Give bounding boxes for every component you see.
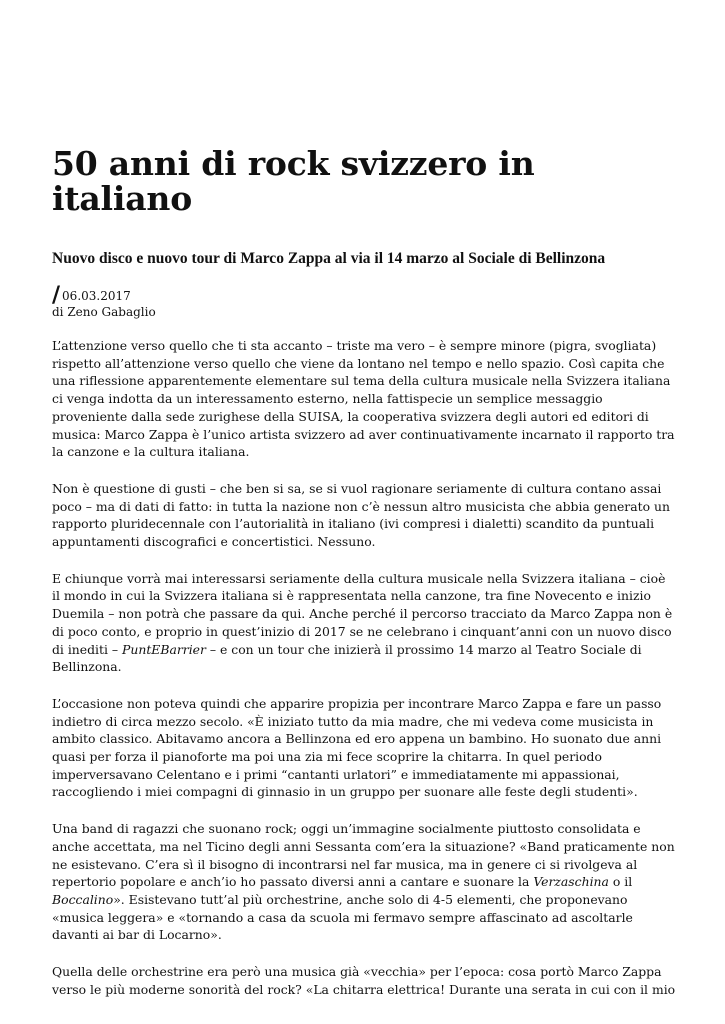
article-title: 50 anni di rock svizzero in italiano	[52, 144, 535, 218]
paragraph-3	[52, 570, 677, 676]
article-meta	[52, 283, 674, 319]
slash-separator: /	[52, 283, 61, 308]
paragraph-3-text-a: E chiunque vorrà mai interessarsi seriamente della cultura musicale nella Svizzera italiana – cioè il mondo in cui la Svizzera italiana si è rappresentata nella canzone, tra fine Novecento e inizio Duemila – non potrà che passare da qui. Anche perché il percorso tracciato da Marco Zappa non è di poco conto, e proprio in quest’inizio di 2017 se ne celebrano i cinquant’anni con un nuovo disco di inediti –	[52, 570, 673, 657]
paragraph-5-text-a: Una band di ragazzi che suonano rock; oggi un’immagine socialmente piuttosto consolidata e anche accettata, ma nel Ticino degli anni Sessanta com’era la situazione? «Band praticamente non ne esistevano. C’era sì il bisogno di incontrarsi nel far musica, ma in genere ci si rivolgeva al repertorio popolare e anch’io ho passato diversi anni a cantare e suonare la	[52, 821, 675, 890]
paragraph-6: Quella delle orchestrine era però una musica già «vecchia» per l’epoca: cosa portò Marco Zappa verso le più moderne sonorità del rock? «La chitarra elettrica! Durante una serata in cui con il mio	[52, 964, 676, 997]
publish-date: 06.03.2017	[62, 289, 131, 303]
paragraph-2: Non è questione di gusti – che ben si sa, se si vuol ragionare seriamente di cultura contano assai poco – ma di dati di fatto: in tutta la nazione non c’è nessun altro musicista che abbia generato un rapporto pluridecennale con l’autorialità in italiano (ivi compresi i dialetti) scandito da puntuali appuntamenti discografici e concertistici. Nessuno.	[52, 480, 670, 550]
song-title-verzaschina: Verzaschina	[533, 874, 609, 890]
article-body	[52, 337, 677, 1018]
date-line	[52, 283, 674, 308]
paragraph-3-text-b: – e con un tour che inizierà il prossimo 14 marzo al Teatro Sociale di Bellinzona.	[52, 641, 642, 675]
paragraph-5-text-c: ». Esistevano tutt’al più orchestrine, anche solo di 4-5 elementi, che proponevano «musica leggera» e «tornando a casa da scuola mi fermavo sempre affascinato ad ascoltarle davanti ai bar di Locarno».	[52, 891, 633, 943]
article-subtitle: Nuovo disco e nuovo tour di Marco Zappa al via il 14 marzo al Sociale di Bellinzona	[52, 250, 606, 267]
paragraph-5-text-b: o il	[608, 874, 633, 890]
album-title: PuntEBarrier	[122, 641, 206, 657]
author-byline: di Zeno Gabaglio	[52, 305, 156, 319]
song-title-boccalino: Boccalino	[52, 891, 114, 907]
paragraph-1: L’attenzione verso quello che ti sta accanto – triste ma vero – è sempre minore (pigra, svogliata) rispetto all’attenzione verso quello che viene da lontano nel tempo e nello spazio. Così capita che una riflessione apparentemente elementare sul tema della cultura musicale nella Svizzera italiana ci venga indotta da un interessamento esterno, nella fattispecie un semplice messaggio proveniente dalla sede zurighese della SUISA, la cooperativa svizzera degli autori ed editori di musica: Marco Zappa è l’unico artista svizzero ad aver continuativamente incarnato il rapporto tra la canzone e la cultura italiana.	[52, 338, 675, 460]
paragraph-4: L’occasione non poteva quindi che apparire propizia per incontrare Marco Zappa e fare un passo indietro di circa mezzo secolo. «È iniziato tutto da mia madre, che mi vedeva come musicista in ambito classico. Abitavamo ancora a Bellinzona ed ero appena un bambino. Ho suonato due anni quasi per forza il pianoforte ma poi una zia mi fece scoprire la chitarra. In quel periodo imperversavano Celentano e i primi “cantanti urlatori” e immediatamente mi appassionai, raccogliendo i miei compagni di ginnasio in un gruppo per suonare alle feste degli studenti».	[52, 695, 662, 800]
paragraph-5	[52, 820, 677, 944]
